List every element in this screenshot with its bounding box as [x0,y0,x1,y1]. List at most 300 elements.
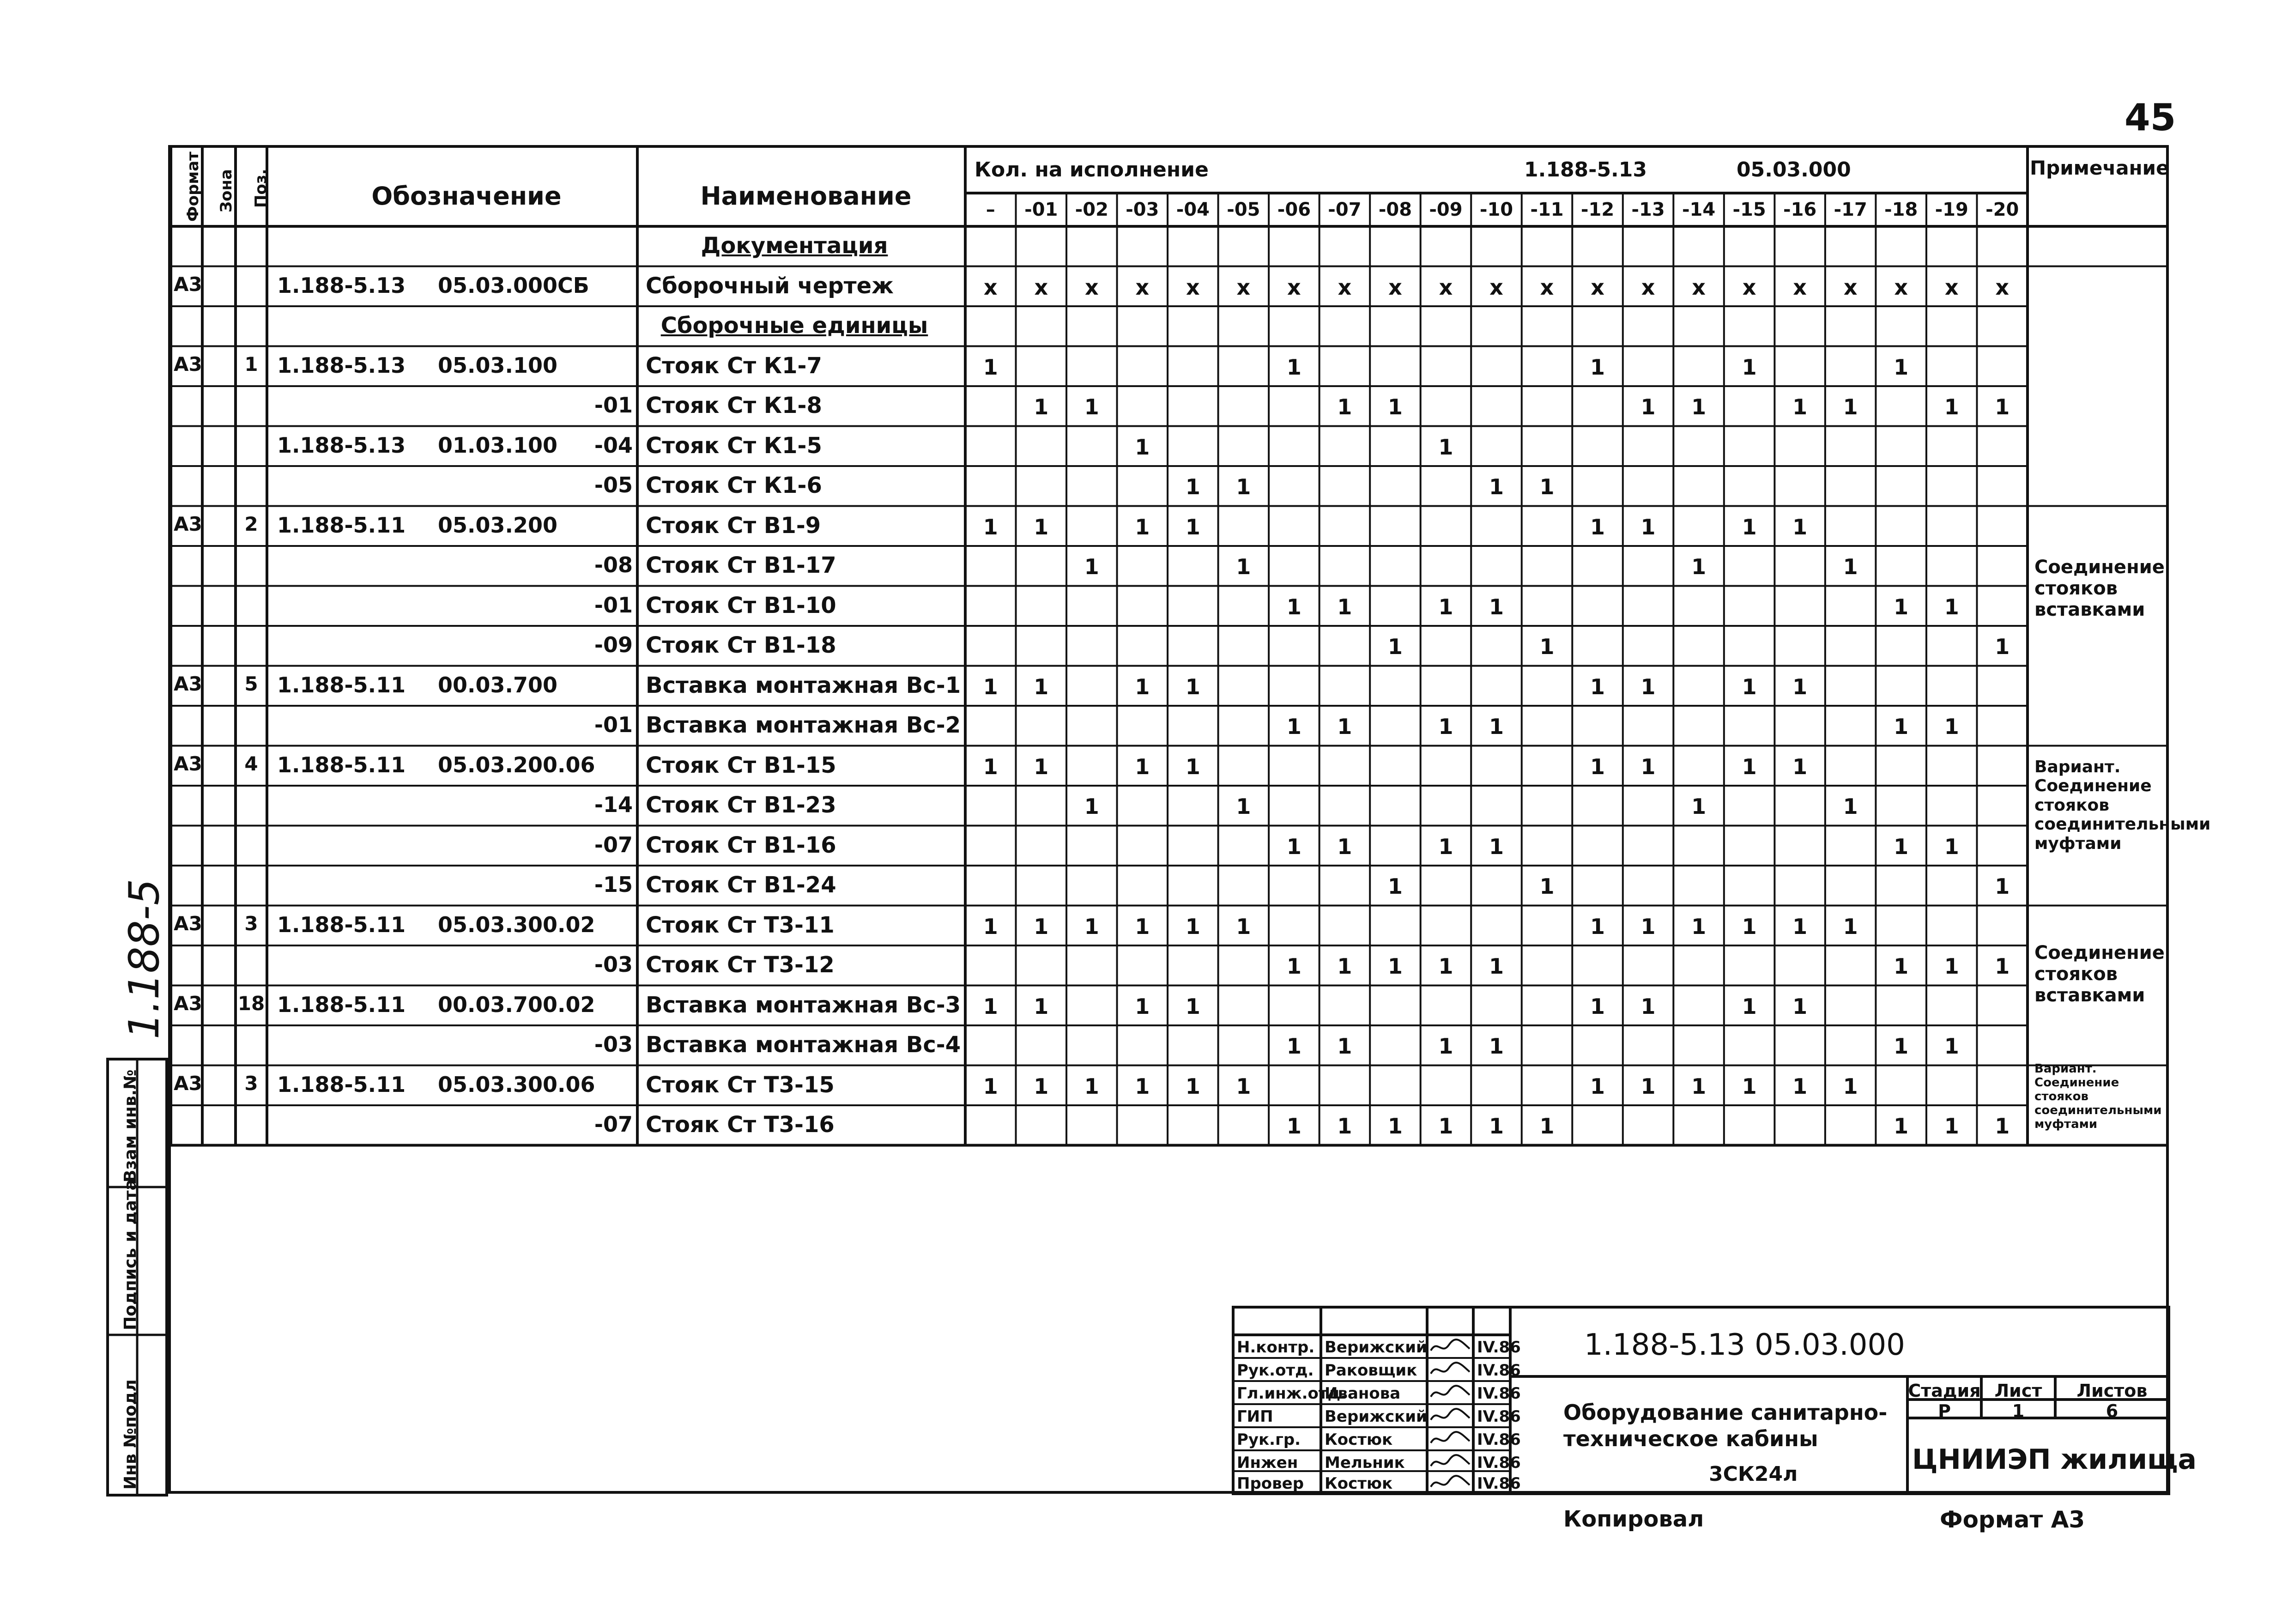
row-designation-series: 1.188-5.13 [277,273,406,298]
row-designation-number: 05.03.300.02 [438,912,595,937]
row-format: А3 [174,992,202,1015]
qty-mark: 1 [1640,514,1656,539]
row-designation-variant: -01 [594,712,633,737]
qty-mark: 1 [1691,394,1707,419]
qty-mark: 1 [983,994,998,1019]
signer-date: IV.86 [1477,1454,1521,1472]
row-name: Вставка монтажная Вс-1 [646,672,961,698]
qty-mark: 1 [1286,954,1301,979]
qty-mark: 1 [1590,754,1605,779]
qty-mark: x [1742,274,1756,300]
qty-mark: 1 [1135,514,1150,539]
copied-label: Копировал [1563,1506,1704,1532]
qty-mark: 1 [1539,474,1555,499]
col-header-pos: Поз. [252,169,270,208]
qty-mark: 1 [1843,554,1858,579]
qty-mark: 1 [1286,1034,1301,1059]
row-name: Стояк Ст К1-8 [646,393,822,418]
qty-mark: x [1540,274,1554,300]
signer-date: IV.86 [1477,1384,1521,1403]
variant-header: -01 [1024,199,1058,220]
row-name: Стояк Ст В1-15 [646,752,836,778]
row-format: А3 [174,912,202,935]
qty-mark: 1 [1691,1073,1707,1099]
qty-mark: 1 [1084,554,1099,579]
variant-header: -20 [1985,199,2019,220]
row-name: Сборочный чертеж [646,273,894,299]
signature-scribble [1428,1452,1472,1473]
qty-mark: x [1135,274,1150,300]
section-heading: Документация [701,233,888,259]
qty-mark: 1 [1539,634,1555,659]
qty-mark: 1 [1387,394,1403,419]
qty-mark: 1 [1337,1114,1352,1139]
row-name: Стояк Ст В1-18 [646,632,836,658]
stamp-replaced-inv: Взам инв.№ [121,1069,140,1182]
variant-header: -03 [1126,199,1159,220]
qty-mark: 1 [1185,474,1200,499]
signer-date: IV.86 [1477,1430,1521,1449]
row-designation-series: 1.188-5.11 [277,1072,406,1097]
row-designation-number: 05.03.100 [438,352,557,378]
qty-mark: 1 [1640,674,1656,699]
title-line-2: техническое кабины [1563,1426,1818,1451]
qty-mark: 1 [1387,1114,1403,1139]
qty-mark: 1 [1792,514,1808,539]
row-format: А3 [174,512,202,535]
qty-mark: 1 [1034,394,1049,419]
row-designation-number: 05.03.300.06 [438,1072,595,1097]
qty-mark: 1 [1084,914,1099,939]
row-name: Стояк Ст В1-16 [646,832,836,858]
qty-mark: 1 [1792,914,1808,939]
signer-role: Н.контр. [1237,1338,1315,1357]
variant-header: -09 [1429,199,1463,220]
row-format: А3 [174,352,202,376]
qty-mark: 1 [983,354,998,380]
signer-name: Раковщик [1325,1361,1417,1380]
qty-mark: 1 [1590,354,1605,380]
signer-role: Рук.гр. [1237,1430,1301,1449]
signature-scribble [1428,1337,1472,1357]
qty-mark: 1 [1135,914,1150,939]
signer-role: Гл.инж.отд. [1237,1384,1346,1403]
row-designation-variant: -01 [594,592,633,618]
signer-role: Инжен [1237,1454,1298,1472]
qty-mark: 1 [1185,994,1200,1019]
stage-value: Р [1938,1401,1951,1421]
signer-name: Мельник [1325,1454,1405,1472]
qty-mark: 1 [1742,994,1757,1019]
qty-mark: x [983,274,998,300]
row-position: 3 [244,1072,258,1095]
qty-mark: 1 [1034,1073,1049,1099]
row-position: 1 [244,352,258,376]
signature-scribble [1428,1429,1472,1449]
qty-mark: 1 [1034,914,1049,939]
note-variant-couplings-2: Вариант. Соединение стояков соединительными муфтами [2034,1062,2162,1131]
stamp-signature-date: Подпись и дата [121,1179,140,1330]
stage-label: Стадия [1908,1381,1981,1401]
row-name: Стояк Ст В1-24 [646,872,836,898]
row-designation-series: 1.188-5.13 [277,352,406,378]
qty-mark: 1 [1590,674,1605,699]
variant-header: -13 [1631,199,1665,220]
variant-header: – [986,199,995,220]
row-name: Стояк Ст К1-7 [646,352,822,379]
qty-mark: 1 [1286,834,1301,859]
qty-mark: 1 [1995,634,2010,659]
qty-mark: x [1591,274,1604,300]
qty-mark: 1 [1995,1114,2010,1139]
qty-mark: 1 [1084,1073,1099,1099]
row-format: А3 [174,1072,202,1095]
margin-document-mark: 1.188-5 [120,879,169,1039]
qty-mark: 1 [1135,674,1150,699]
col-header-note: Примечание [2030,157,2169,179]
row-designation-variant: -07 [594,832,633,857]
row-designation-series: 1.188-5.11 [277,672,406,697]
qty-mark: 1 [1337,714,1352,739]
qty-mark: 1 [1894,594,1909,619]
variant-header: -15 [1732,199,1766,220]
qty-mark: 1 [1236,474,1251,499]
qty-mark: 1 [1185,1073,1200,1099]
qty-mark: x [1843,274,1858,300]
row-designation-variant: -08 [594,552,633,577]
qty-mark: 1 [1742,674,1757,699]
qty-mark: 1 [1438,594,1453,619]
qty-mark: 1 [1438,434,1453,460]
qty-mark: 1 [1742,514,1757,539]
qty-mark: 1 [1135,994,1150,1019]
variant-header: -19 [1935,199,1968,220]
qty-mark: 1 [1286,714,1301,739]
qty-mark: 1 [1489,474,1504,499]
qty-mark: 1 [1034,754,1049,779]
qty-mark: 1 [1337,954,1352,979]
row-position: 5 [244,672,258,695]
signer-date: IV.86 [1477,1338,1521,1357]
qty-mark: 1 [1084,794,1099,819]
qty-mark: 1 [1742,914,1757,939]
sheets-label: Листов [2076,1381,2148,1401]
row-designation-variant: -14 [594,792,633,817]
qty-mark: 1 [1084,394,1099,419]
qty-mark: 1 [1034,674,1049,699]
qty-mark: 1 [1539,874,1555,899]
col-header-zone: Зона [217,169,236,212]
qty-mark: 1 [1286,1114,1301,1139]
qty-mark: 1 [1590,994,1605,1019]
qty-mark: 1 [1894,1114,1909,1139]
qty-mark: 1 [1640,914,1656,939]
qty-mark: 1 [1792,754,1808,779]
variant-header: -17 [1834,199,1867,220]
qty-mark: 1 [1792,674,1808,699]
row-designation-number: 05.03.200 [438,512,557,538]
qty-mark: x [1944,274,1959,300]
col-header-name: Наименование [700,182,912,211]
qty-mark: x [1894,274,1908,300]
qty-mark: 1 [1894,714,1909,739]
qty-mark: 1 [1387,634,1403,659]
signature-scribble [1428,1360,1472,1380]
qty-mark: 1 [1590,914,1605,939]
qty-mark: x [1034,274,1048,300]
qty-mark: 1 [1135,434,1150,460]
row-name: Стояк Ст В1-9 [646,512,821,539]
qty-mark: 1 [1995,874,2010,899]
qty-mark: 1 [1185,674,1200,699]
qty-mark: 1 [1742,754,1757,779]
qty-mark: 1 [1489,1034,1504,1059]
sheet-value: 1 [2012,1401,2025,1421]
col-header-designation: Обозначение [371,182,562,211]
qty-mark: 1 [1894,834,1909,859]
qty-mark: 1 [1135,1073,1150,1099]
qty-mark: 1 [1944,834,1959,859]
row-designation-number: 00.03.700 [438,672,557,697]
sheets-value: 6 [2106,1401,2118,1421]
qty-mark: 1 [1640,994,1656,1019]
qty-mark: 1 [1236,554,1251,579]
row-designation-variant: -15 [594,872,633,897]
row-designation-series: 1.188-5.11 [277,512,406,538]
qty-mark: 1 [1539,1114,1555,1139]
qty-mark: x [1186,274,1200,300]
qty-mark: 1 [1640,1073,1656,1099]
qty-mark: x [1995,274,2010,300]
row-designation-number: 00.03.700.02 [438,992,595,1017]
row-name: Стояк Ст Т3-12 [646,952,835,978]
qty-mark: 1 [1894,1034,1909,1059]
row-designation-variant: -09 [594,632,633,657]
row-name: Стояк Ст Т3-16 [646,1112,835,1138]
qty-mark: 1 [1438,954,1453,979]
sheet-label: Лист [1994,1381,2042,1401]
signer-name: Верижский [1325,1407,1427,1426]
qty-mark: 1 [1489,1114,1504,1139]
qty-mark: 1 [1286,354,1301,380]
qty-mark: 1 [1337,594,1352,619]
variant-header: -12 [1580,199,1615,220]
stamp-inv-orig: Инв №подл [121,1379,140,1490]
qty-mark: 1 [1438,714,1453,739]
qty-mark: 1 [1894,954,1909,979]
qty-mark: 1 [983,914,998,939]
row-name: Стояк Ст К1-5 [646,432,822,459]
qty-mark: 1 [1691,794,1707,819]
signature-scribble [1428,1406,1472,1426]
row-position: 2 [244,512,258,535]
col-header-format: Формат [184,151,202,222]
qty-mark: 1 [1236,1073,1251,1099]
row-designation-series: 1.188-5.11 [277,752,406,777]
qty-mark: 1 [1843,394,1858,419]
qty-mark: 1 [1742,1073,1757,1099]
title-line-3: 3СК24л [1709,1462,1798,1486]
row-designation-number: 05.03.200.06 [438,752,595,777]
title-line-1: Оборудование санитарно- [1563,1400,1888,1425]
variant-header: -18 [1884,199,1918,220]
format-label: Формат А3 [1940,1506,2085,1533]
note-joining-inserts-1: Соединение стояков вставками [2034,557,2165,620]
qty-mark: 1 [1286,594,1301,619]
qty-mark: 1 [1387,874,1403,899]
qty-mark: 1 [1742,354,1757,380]
qty-mark: x [1793,274,1807,300]
qty-mark: 1 [1337,1034,1352,1059]
variant-header: -08 [1378,199,1412,220]
row-designation-variant: -03 [594,1032,633,1057]
qty-mark: 1 [1640,394,1656,419]
variant-header: -05 [1227,199,1260,220]
row-designation-series: 1.188-5.13 [277,432,406,458]
qty-mark: x [1084,274,1099,300]
qty-mark: 1 [1792,1073,1808,1099]
qty-mark: 1 [1944,1034,1959,1059]
row-format: А3 [174,752,202,775]
signer-name: Костюк [1325,1474,1393,1493]
row-position: 18 [237,992,265,1015]
row-name: Стояк Ст В1-23 [646,792,836,818]
qty-mark: 1 [1185,754,1200,779]
variant-header: -07 [1328,199,1362,220]
qty-mark: 1 [1995,394,2010,419]
row-name: Стояк Ст В1-10 [646,592,836,618]
row-position: 4 [244,752,258,775]
qty-mark: 1 [1843,914,1858,939]
qty-mark: x [1641,274,1655,300]
row-designation-variant: -05 [594,473,633,497]
qty-mark: 1 [1236,794,1251,819]
signer-date: IV.86 [1477,1474,1521,1493]
qty-mark: x [1338,274,1352,300]
variant-header: -04 [1176,199,1210,220]
section-heading: Сборочные единицы [660,313,928,339]
row-format: А3 [174,672,202,695]
qty-mark: 1 [1489,834,1504,859]
signature-scribble [1428,1473,1472,1493]
qty-mark: 1 [1944,714,1959,739]
signer-name: Костюк [1325,1430,1393,1449]
note-joining-inserts-2: Соединение стояков вставками [2034,942,2165,1006]
signer-date: IV.86 [1477,1407,1521,1426]
qty-mark: 1 [1640,754,1656,779]
qty-mark: x [1489,274,1503,300]
qty-mark: 1 [1236,914,1251,939]
qty-mark: 1 [1034,514,1049,539]
signer-role: Рук.отд. [1237,1361,1314,1380]
qty-mark: 1 [1489,954,1504,979]
qty-mark: 1 [1590,514,1605,539]
row-designation-variant: -01 [594,393,633,418]
qty-mark: 1 [1843,794,1858,819]
row-name: Вставка монтажная Вс-3 [646,992,961,1018]
page-number: 45 [2125,96,2176,139]
qty-mark: 1 [1792,394,1808,419]
qty-mark: 1 [1337,394,1352,419]
row-name: Стояк Ст Т3-15 [646,1072,835,1098]
row-name: Стояк Ст В1-17 [646,552,836,578]
qty-mark: 1 [1944,394,1959,419]
qty-mark: 1 [983,514,998,539]
variant-header: -14 [1682,199,1716,220]
row-designation-number: 01.03.100 [438,432,557,458]
qty-mark: 1 [1944,594,1959,619]
organization-name: ЦНИИЭП жилища [1912,1443,2197,1476]
qty-mark: 1 [1135,754,1150,779]
qty-mark: 1 [1944,954,1959,979]
variant-header: -16 [1783,199,1817,220]
qty-mark: 1 [1691,554,1707,579]
signer-name: Иванова [1325,1384,1401,1403]
variant-header: -06 [1277,199,1311,220]
qty-mark: 1 [1944,1114,1959,1139]
qty-mark: 1 [1792,994,1808,1019]
row-format: А3 [174,273,202,296]
qty-header-number: 05.03.000 [1737,158,1851,182]
row-name: Стояк Ст К1-6 [646,473,822,498]
title-doc-code: 1.188-5.13 05.03.000 [1584,1328,1905,1362]
qty-mark: 1 [983,674,998,699]
row-designation-number: 05.03.000СБ [438,273,589,298]
qty-mark: 1 [983,754,998,779]
qty-mark: 1 [1438,834,1453,859]
qty-mark: 1 [1438,1114,1453,1139]
qty-mark: x [1439,274,1453,300]
qty-mark: 1 [1691,914,1707,939]
signer-role: Провер [1237,1474,1304,1493]
qty-mark: 1 [1489,594,1504,619]
signer-role: ГИП [1237,1407,1273,1426]
qty-mark: 1 [1894,354,1909,380]
qty-mark: x [1287,274,1301,300]
qty-mark: 1 [983,1073,998,1099]
qty-mark: 1 [1438,1034,1453,1059]
qty-mark: 1 [1337,834,1352,859]
qty-mark: 1 [1387,954,1403,979]
qty-mark: 1 [1995,954,2010,979]
signature-scribble [1428,1383,1472,1403]
variant-header: -02 [1075,199,1108,220]
row-designation-series: 1.188-5.11 [277,992,406,1017]
qty-mark: 1 [1489,714,1504,739]
row-name: Вставка монтажная Вс-2 [646,712,961,738]
qty-mark: 1 [1034,994,1049,1019]
row-designation-variant: -04 [594,432,633,458]
qty-header-series: 1.188-5.13 [1524,158,1647,182]
signer-date: IV.86 [1477,1361,1521,1380]
qty-mark: x [1388,274,1402,300]
qty-mark: 1 [1843,1073,1858,1099]
variant-header: -10 [1479,199,1513,220]
qty-header-label: Кол. на исполнение [974,158,1209,182]
row-name: Вставка монтажная Вс-4 [646,1032,961,1058]
row-name: Стояк Ст Т3-11 [646,912,835,938]
variant-header: -11 [1530,199,1564,220]
row-designation-variant: -07 [594,1112,633,1137]
signer-name: Верижский [1325,1338,1427,1357]
qty-mark: x [1236,274,1251,300]
note-variant-couplings-1: Вариант. Соединение стояков соединительными муфтами [2034,757,2211,853]
qty-mark: 1 [1185,514,1200,539]
qty-mark: x [1692,274,1706,300]
row-position: 3 [244,912,258,935]
qty-mark: 1 [1185,914,1200,939]
row-designation-variant: -03 [594,952,633,977]
